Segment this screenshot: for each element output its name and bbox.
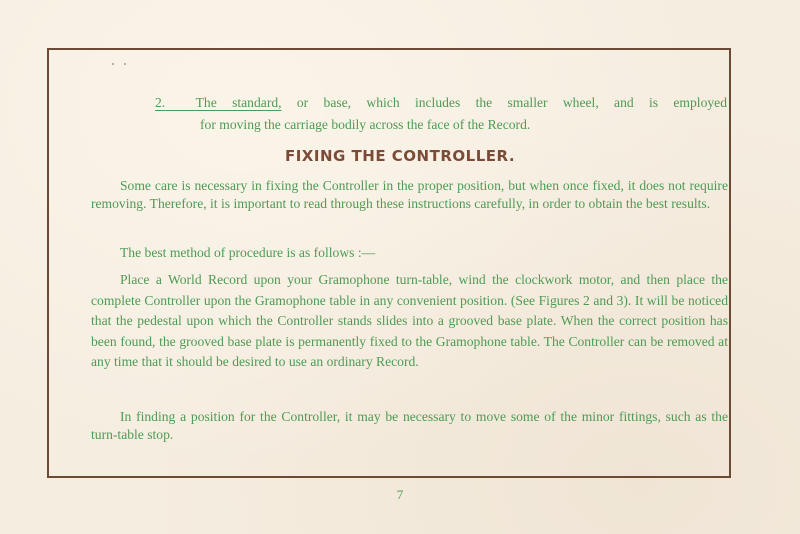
list-item-2-number-lead [155, 95, 282, 110]
paragraph-instructions: Place a World Record upon your Gramophone turn-table, wind the clockwork motor, and then place the complete Controller upon the Gramophone table in any convenient position. (See Figures 2 and 3). It will be noticed that the pedestal upon which the Controller stands slides into a grooved base plate. When the correct position has been found, the grooved base plate is permanently fixed to the Gramophone table. The Controller can be removed at any time that it should be desired to use an ordinary Record. [91, 272, 728, 369]
paragraph-position-note: In finding a position for the Controller, it may be necessary to move some of the minor fittings, such as the turn-table stop. [91, 409, 728, 442]
page-number: 7 [396, 487, 404, 502]
section-heading: FIXING THE CONTROLLER. [284, 147, 516, 165]
list-item-text: or base, which includes the smaller wheel, and is employed [296, 95, 727, 110]
paragraph-intro: Some care is necessary in fixing the Controller in the proper position, but when once fixed, it does not require removing. Therefore, it is important to read through these instructions carefully, in order to obtain the best results. [91, 178, 728, 211]
list-item-2-line-2: for moving the carriage bodily across the face of the Record. [200, 117, 531, 132]
list-item-number: 2. [155, 95, 166, 110]
paragraph-method: The best method of procedure is as follows :— [120, 245, 376, 260]
list-item-2-line-1 [155, 94, 727, 112]
list-item-lead-term: The standard, [195, 95, 282, 110]
